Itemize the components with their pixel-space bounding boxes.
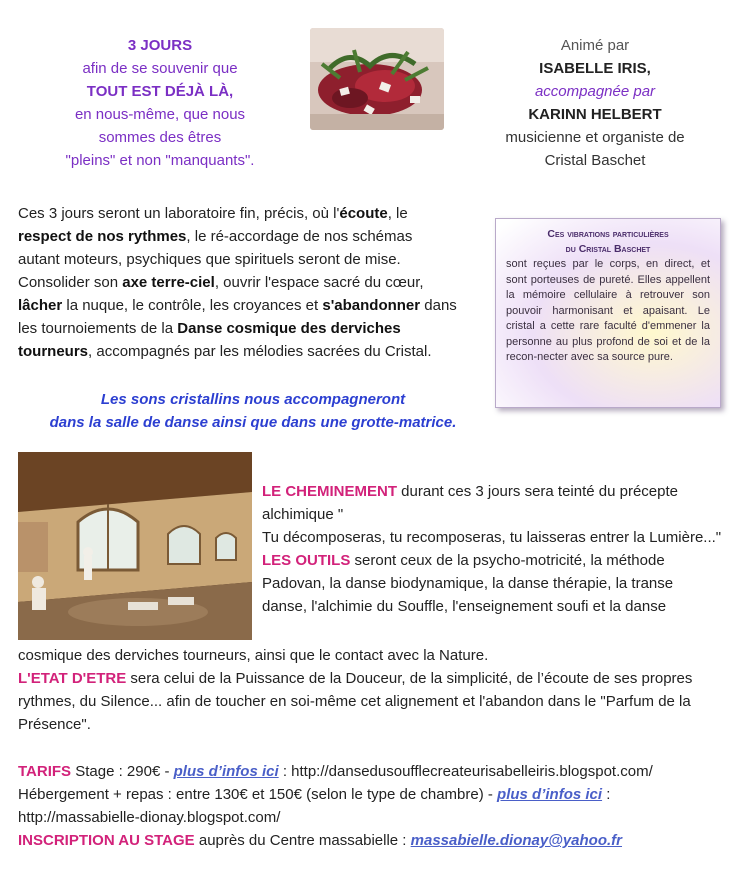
etat-label: L'ETAT D'ETRE (18, 670, 127, 687)
crystal-sounds-note (18, 388, 488, 434)
outils-text: seront ceux de la psycho-motricité, la méthode Padovan, la danse biodynamique, la danse thérapie, la transe danse, l'alchimie du Souffle, l'enseignement soufi et la danse (262, 552, 674, 615)
inscription-text: auprès du Centre massabielle : (194, 832, 411, 849)
para-bold-abandonner: s'abandonner (322, 297, 421, 314)
intro-left-line-2: afin de se souvenir que (82, 60, 238, 77)
intro-right-line-5: musicienne et organiste de (505, 129, 685, 146)
dance-hall-photo (18, 452, 252, 640)
intro-left-line-6: "pleins" et non "manquants". (65, 152, 255, 169)
hebergement-sep: : (602, 786, 611, 803)
crystal-sounds-line-1: Les sons cristallins nous accompagneront (100, 391, 406, 408)
main-paragraph (18, 202, 458, 363)
inscription-label: INSCRIPTION AU STAGE (18, 832, 195, 849)
intro-left-line-3: TOUT EST DÉJÀ LÀ, (86, 83, 234, 100)
inscription-line (18, 829, 724, 852)
stage-info-url: : http://dansedusoufflecreateurisabelleiris.blogspot.com/ (278, 763, 653, 780)
para-text-1: Ces 3 jours seront un laboratoire fin, précis, où l' (18, 205, 340, 222)
para-bold-lacher: lâcher (18, 297, 63, 314)
flower-arrangement-photo (310, 28, 444, 130)
cheminement-text-2: Tu décomposeras, tu recomposeras, tu laisseras entrer la Lumière..." (262, 529, 722, 546)
intro-left-line-1: 3 JOURS (127, 37, 193, 54)
hebergement-info-link[interactable]: plus d’infos ici (497, 786, 603, 803)
outils-text-continued: cosmique des derviches tourneurs, ainsi que le contact avec la Nature. (18, 647, 489, 664)
etat-text: sera celui de la Puissance de la Douceur, de la simplicité, de l’écoute de ses propres rythmes, du Silence... afin de toucher en soi-même cet alignement et l'abandon dans le "Parfum de la Présence". (18, 670, 693, 733)
intro-right-line-4: KARINN HELBERT (528, 106, 662, 123)
tarifs-stage: Stage : 290€ - (71, 763, 174, 780)
cheminement-text-1: durant ces 3 jours sera teinté du précepte alchimique " (262, 483, 679, 523)
intro-right-line-1: Animé par (560, 37, 630, 54)
crystal-sounds-line-2: dans la salle de danse ainsi que dans une grotte-matrice. (49, 414, 457, 431)
para-text-3: , le ré-accordage de nos schémas autant moteurs, psychiques que spirituels seront de mise. Consolider son (18, 228, 413, 291)
para-bold-ecoute: écoute (339, 205, 388, 222)
para-bold-danse: Danse cosmique des derviches tourneurs (18, 320, 401, 360)
para-text-4: , ouvrir l'espace sacré du cœur, (214, 274, 424, 291)
vibrations-title-line-1: Ces vibrations particulières (547, 228, 669, 240)
cheminement-outils-section (262, 480, 722, 618)
vibrations-box-body: sont reçues par le corps, en direct, et sont porteuses de pureté. Elles appellent la mémoire cellulaire à retrouver son pouvoir harmonisant et apaisant. Le cristal a cette rare faculté d'emmener la personne au plus profond de soi et de la recon-necter avec sa source pure. (506, 258, 710, 363)
hebergement-text: Hébergement + repas : entre 130€ et 150€ (selon le type de chambre) - (18, 786, 498, 803)
para-bold-axe: axe terre-ciel (122, 274, 215, 291)
para-text-5: la nuque, le contrôle, les croyances et (62, 297, 323, 314)
vibrations-title-line-2: du Cristal Baschet (565, 243, 651, 255)
intro-right (470, 34, 720, 172)
outils-label: LES OUTILS (262, 552, 351, 569)
etat-section (18, 644, 724, 736)
cheminement-label: LE CHEMINEMENT (262, 483, 397, 500)
vibrations-box (495, 218, 721, 408)
para-text-6: dans les tournoiements de la (18, 297, 457, 337)
intro-right-line-3: accompagnée par (534, 83, 656, 100)
stage-info-link[interactable]: plus d’infos ici (173, 763, 279, 780)
para-text-7: , accompagnés par les mélodies sacrées du Cristal. (88, 343, 432, 360)
vibrations-box-title (502, 227, 714, 257)
tarifs-label: TARIFS (18, 763, 72, 780)
tarifs-section (18, 760, 724, 852)
hebergement-line (18, 783, 724, 806)
intro-right-line-2: ISABELLE IRIS, (539, 60, 651, 77)
para-bold-respect: respect de nos rythmes (18, 228, 187, 245)
hebergement-url: http://massabielle-dionay.blogspot.com/ (18, 809, 281, 826)
tarifs-line (18, 760, 724, 783)
intro-right-line-6: Cristal Baschet (544, 152, 646, 169)
para-text-2: , le (387, 205, 408, 222)
inscription-email-link[interactable]: massabielle.dionay@yahoo.fr (410, 832, 623, 849)
intro-left (20, 34, 300, 172)
intro-left-line-5: sommes des êtres (98, 129, 222, 146)
intro-left-line-4: en nous-même, que nous (74, 106, 246, 123)
